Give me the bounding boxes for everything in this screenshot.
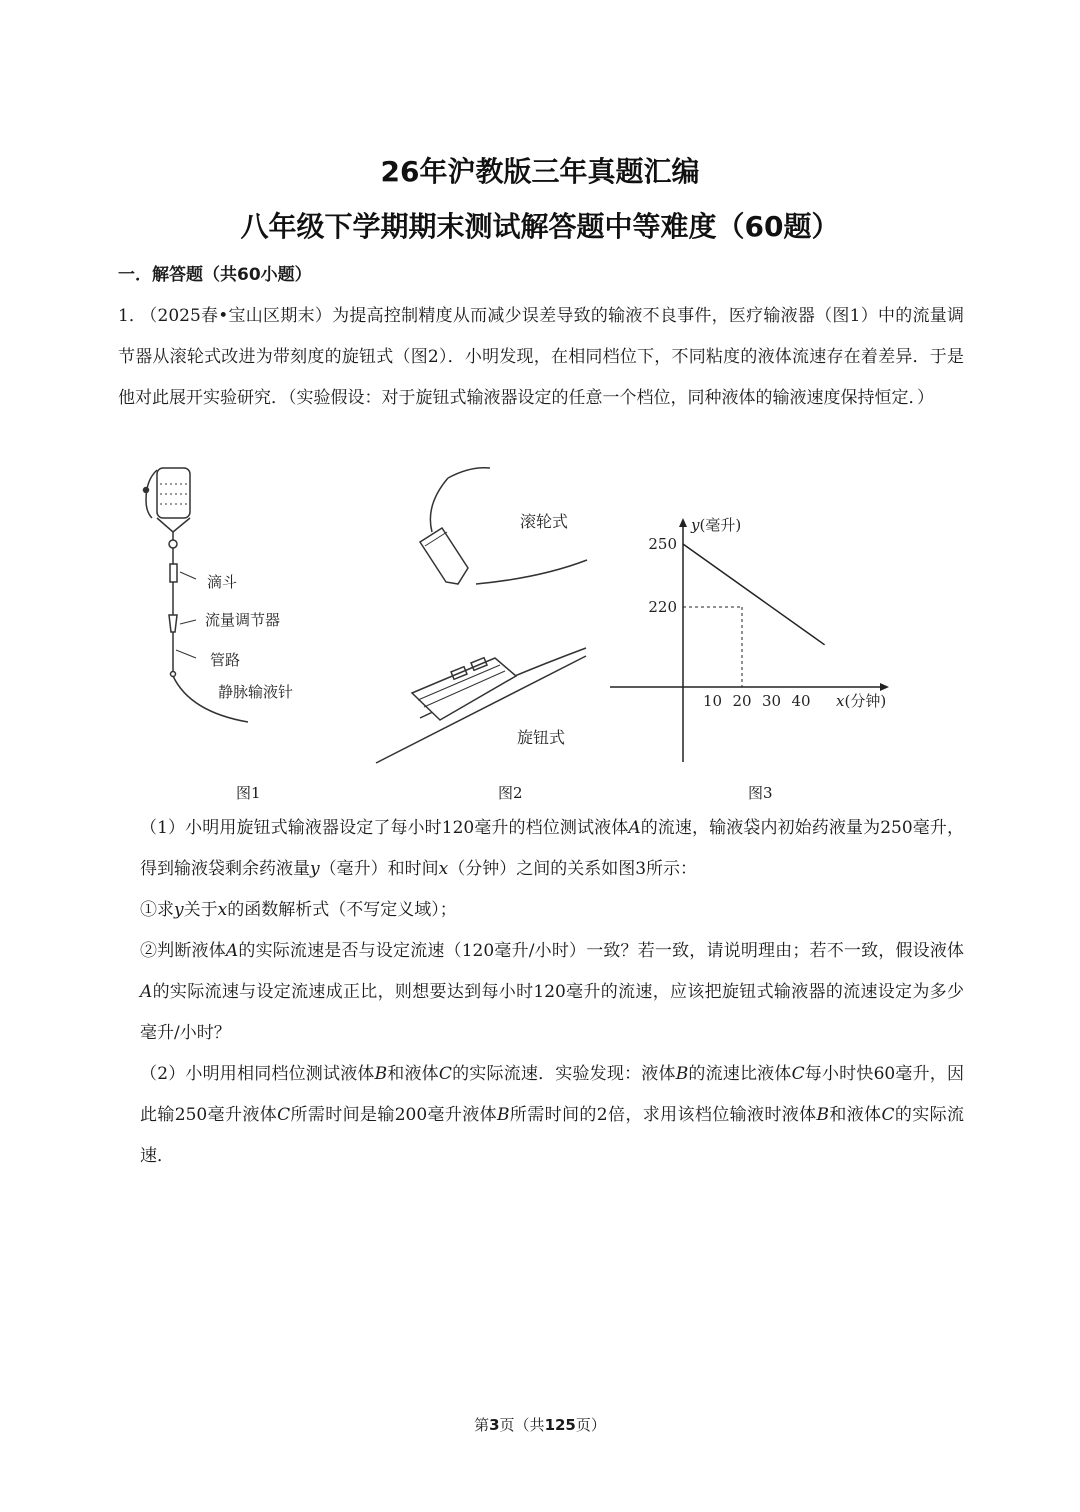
fig2-label-roller: 滚轮式 bbox=[520, 512, 569, 531]
text-run: 的实际流速是否与设定流速（120毫升/小时）一致？若一致，请说明理由；若不一致，假设液体 bbox=[238, 941, 965, 961]
text-run: （1）小明用旋钮式输液器设定了每小时120毫升的档位测试液体 bbox=[140, 818, 629, 838]
page-number: 3 bbox=[489, 1416, 500, 1434]
sub-question-2 bbox=[140, 931, 964, 1054]
flow-regulator bbox=[169, 615, 177, 632]
variable: x bbox=[217, 900, 228, 920]
x-axis-var: x bbox=[836, 692, 845, 710]
variable: A bbox=[628, 818, 641, 838]
tube-joint bbox=[169, 540, 177, 548]
variable: B bbox=[374, 1064, 388, 1084]
roller-tube-top-2 bbox=[448, 468, 490, 478]
figure-3-chart bbox=[610, 516, 889, 762]
text-run: 的实际流速与设定流速成正比，则想要达到每小时120毫升的流速，应该把旋钮式输液器的流速设定为多少毫升/小时？ bbox=[140, 982, 964, 1043]
fig1-label-flow-regulator: 流量调节器 bbox=[205, 611, 281, 629]
variable: C bbox=[791, 1064, 805, 1084]
variable: y bbox=[174, 900, 184, 920]
text-run: 每小时快60毫升，因此输250毫升液体 bbox=[140, 1064, 965, 1125]
variable: B bbox=[497, 1105, 510, 1125]
text-run: 所需时间的2倍，求用该档位输液时液体 bbox=[509, 1105, 817, 1125]
part-1-text bbox=[140, 808, 964, 890]
leader-line bbox=[180, 572, 196, 579]
figures-area bbox=[0, 460, 1080, 820]
fig1-label-iv-needle: 静脉输液针 bbox=[218, 683, 294, 701]
figure-3-caption: 图3 bbox=[748, 784, 773, 802]
variable: C bbox=[438, 1064, 452, 1084]
question-number: 1． bbox=[118, 306, 146, 326]
y-axis-arrow bbox=[679, 518, 687, 527]
part-2-text bbox=[140, 1054, 964, 1177]
roller-tube-bottom bbox=[476, 560, 587, 584]
leader-line bbox=[176, 650, 196, 658]
footer-text: 页） bbox=[575, 1416, 606, 1434]
text-run: 所需时间是输200毫升液体 bbox=[290, 1105, 498, 1125]
variable: x bbox=[438, 859, 449, 879]
fig1-label-drip-chamber: 滴斗 bbox=[207, 573, 238, 591]
drip-chamber bbox=[170, 564, 177, 582]
figure-2-caption: 图2 bbox=[498, 784, 523, 802]
page-footer bbox=[0, 1414, 1080, 1435]
bag-bottom bbox=[157, 518, 190, 532]
x-tick-label: 20 bbox=[732, 692, 752, 710]
sub-question-1 bbox=[140, 890, 964, 931]
x-axis-unit: (分钟) bbox=[844, 692, 887, 710]
infusion-bag bbox=[157, 468, 190, 518]
figures-svg bbox=[0, 460, 1080, 820]
variable: y bbox=[310, 859, 320, 879]
question-1-stem bbox=[118, 296, 964, 419]
variable: C bbox=[881, 1105, 895, 1125]
document-subtitle: 八年级下学期期末测试解答题中等难度（60题） bbox=[240, 210, 840, 243]
bag-liquid bbox=[160, 484, 188, 504]
text-run: 和液体 bbox=[828, 1105, 882, 1125]
variable: A bbox=[225, 941, 239, 961]
variable: B bbox=[675, 1064, 689, 1084]
x-tick-label: 30 bbox=[761, 692, 782, 710]
y-axis-label bbox=[690, 516, 741, 534]
figure-1-caption: 图1 bbox=[236, 784, 261, 802]
text-run: 的实际流速．实验发现：液体 bbox=[451, 1064, 676, 1084]
text-run: （分钟）之间的关系如图3所示： bbox=[448, 859, 698, 879]
bag-ring bbox=[144, 488, 149, 493]
variable: B bbox=[816, 1105, 829, 1125]
x-tick-label: 40 bbox=[791, 692, 811, 710]
question-stem-text: （2025春•宝山区期末）为提高控制精度从而减少误差导致的输液不良事件，医疗输液器（图1）中的流量调节器从滚轮式改进为带刻度的旋钮式（图2）．小明发现，在相同档位下，不同粘度的液体流速存在着差异．于是他对此展开实验研究．（实验假设：对于旋钮式输液器设定的任意一个档位，同种液体的输液速度保持恒定．） bbox=[118, 306, 964, 408]
document-title: 26年沪教版三年真题汇编 bbox=[380, 155, 700, 188]
roller-tube-top bbox=[430, 478, 448, 532]
y-tick-label: 220 bbox=[648, 598, 677, 616]
y-axis-var: y bbox=[691, 516, 700, 534]
bag-hook bbox=[146, 470, 157, 518]
text-run: 的实际流速． bbox=[140, 1105, 964, 1166]
fig1-label-tubing: 管路 bbox=[210, 651, 241, 669]
y-tick-label: 250 bbox=[648, 535, 677, 553]
chart-marks bbox=[648, 535, 824, 710]
text-run: ①求 bbox=[140, 900, 174, 920]
text-run: 关于 bbox=[183, 900, 218, 920]
tube-end bbox=[171, 672, 176, 677]
page-total: 125 bbox=[544, 1416, 576, 1434]
text-run: 和液体 bbox=[387, 1064, 439, 1084]
text-run: ②判断液体 bbox=[140, 941, 226, 961]
footer-text: 页（共 bbox=[499, 1416, 545, 1434]
fig2-label-knob: 旋钮式 bbox=[517, 728, 566, 747]
text-run: （2）小明用相同档位测试液体 bbox=[140, 1064, 375, 1084]
roller-clamp bbox=[420, 528, 468, 584]
section-heading: 一．解答题（共60小题） bbox=[118, 265, 312, 285]
x-axis-arrow bbox=[880, 683, 889, 691]
text-run: 的流速，输液袋内初始药液量为250毫升，得到输液袋剩余药液量 bbox=[140, 818, 964, 879]
x-tick-label: 10 bbox=[702, 692, 723, 710]
question-1-parts bbox=[140, 808, 964, 1177]
variable: C bbox=[277, 1105, 291, 1125]
x-axis-label bbox=[836, 692, 886, 710]
text-run: 的函数解析式（不写定义域）； bbox=[227, 900, 457, 920]
footer-text: 第 bbox=[474, 1416, 490, 1434]
leader-line bbox=[180, 620, 196, 624]
text-run: 的流速比液体 bbox=[688, 1064, 792, 1084]
series-line bbox=[683, 544, 825, 645]
y-axis-unit: (毫升) bbox=[699, 516, 742, 534]
text-run: （毫升）和时间 bbox=[319, 859, 439, 879]
variable: A bbox=[140, 982, 153, 1002]
